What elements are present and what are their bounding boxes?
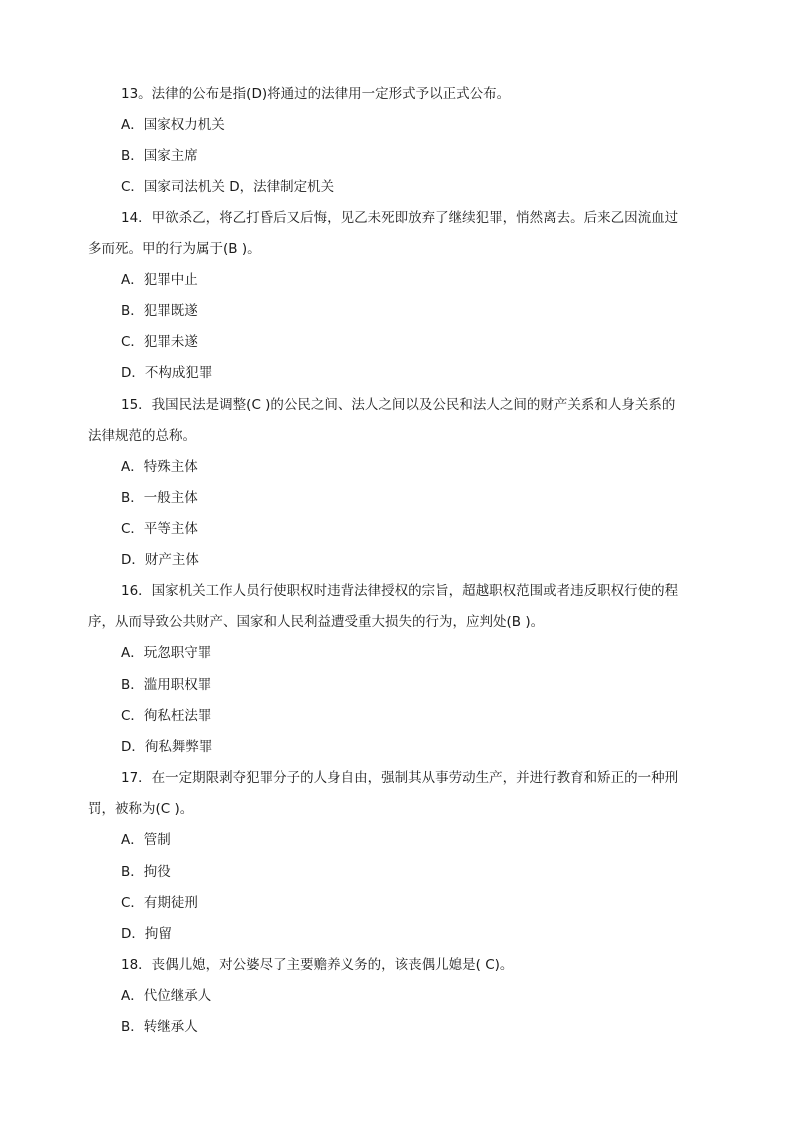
question-15-option-c: C．平等主体 [121, 521, 198, 537]
question-15-stem-line-1: 15．我国民法是调整(C )的公民之间、法人之间以及公民和法人之间的财产关系和人身关系的 [121, 397, 676, 413]
question-16-option-a: A．玩忽职守罪 [121, 645, 212, 661]
question-18-option-b: B．转继承人 [121, 1019, 198, 1035]
question-14-stem-line-2: 多而死。甲的行为属于(B )。 [88, 241, 261, 257]
question-15-stem-line-2: 法律规范的总称。 [88, 428, 196, 444]
question-16-option-d: D．徇私舞弊罪 [121, 739, 213, 755]
question-16-stem-line-1: 16．国家机关工作人员行使职权时违背法律授权的宗旨，超越职权范围或者违反职权行使的程 [121, 583, 679, 599]
question-14-stem-line-1: 14．甲欲杀乙，将乙打昏后又后悔，见乙未死即放弃了继续犯罪，悄然离去。后来乙因流血过 [121, 210, 679, 226]
question-17-option-c: C．有期徒刑 [121, 895, 198, 911]
question-17-option-d: D．拘留 [121, 926, 172, 942]
question-18-option-a: A．代位继承人 [121, 988, 212, 1004]
question-17-option-a: A．管制 [121, 832, 171, 848]
question-13-option-cd: C．国家司法机关 D，法律制定机关 [121, 179, 335, 195]
question-14-option-a: A．犯罪中止 [121, 272, 198, 288]
question-16-stem-line-2: 序，从而导致公共财产、国家和人民利益遭受重大损失的行为，应判处(B )。 [88, 614, 545, 630]
question-14-option-b: B．犯罪既遂 [121, 303, 198, 319]
question-17-stem-line-1: 17．在一定期限剥夺犯罪分子的人身自由，强制其从事劳动生产，并进行教育和矫正的一种刑 [121, 770, 679, 786]
question-18-stem: 18．丧偶儿媳，对公婆尽了主要赡养义务的，该丧偶儿媳是( C)。 [121, 957, 514, 973]
question-15-option-a: A．特殊主体 [121, 459, 198, 475]
question-14-option-c: C．犯罪未遂 [121, 334, 198, 350]
question-13-option-b: B．国家主席 [121, 148, 198, 164]
question-16-option-c: C．徇私枉法罪 [121, 708, 212, 724]
question-15-option-d: D．财产主体 [121, 552, 199, 568]
question-17-option-b: B．拘役 [121, 864, 171, 880]
question-13-stem: 13。法律的公布是指(D)将通过的法律用一定形式予以正式公布。 [121, 86, 511, 102]
question-14-option-d: D．不构成犯罪 [121, 365, 213, 381]
question-13-option-a: A．国家权力机关 [121, 117, 225, 133]
question-15-option-b: B．一般主体 [121, 490, 198, 506]
question-16-option-b: B．滥用职权罪 [121, 677, 212, 693]
question-17-stem-line-2: 罚，被称为(C )。 [88, 801, 194, 817]
